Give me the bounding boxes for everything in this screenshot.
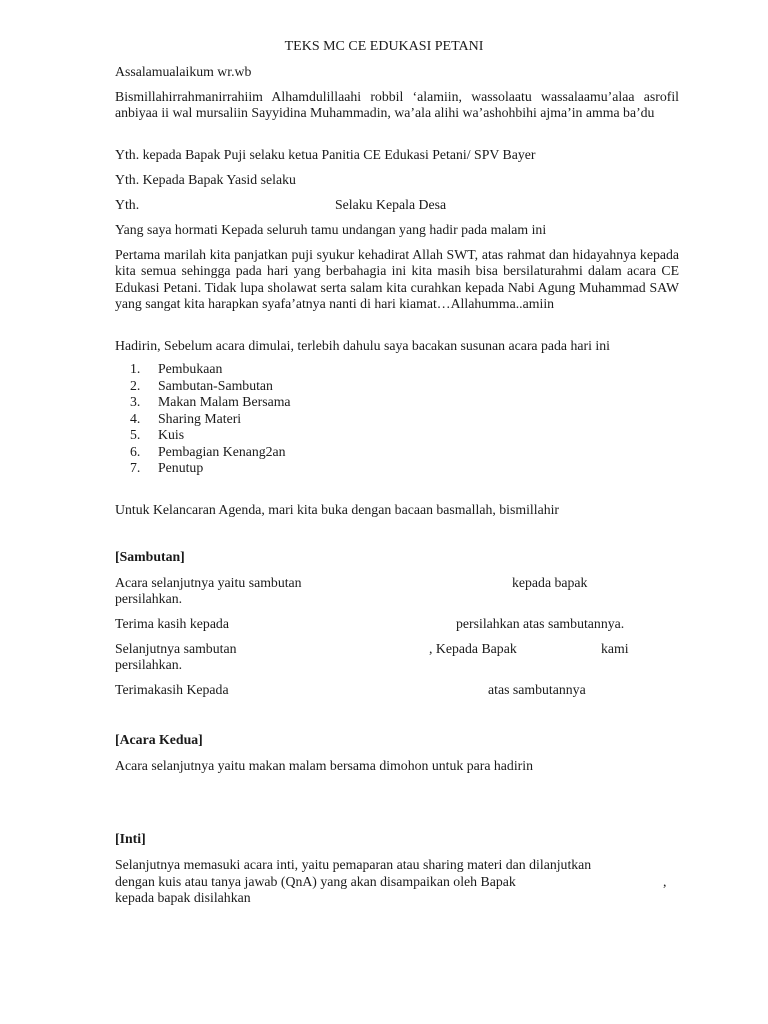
sambutan-line-3d: persilahkan. (115, 657, 183, 672)
document-title: TEKS MC CE EDUKASI PETANI (284, 39, 484, 54)
agenda-item-number: 4. (130, 410, 141, 426)
agenda-item (130, 361, 291, 378)
sambutan-line-3c: kami (601, 641, 629, 656)
agenda-item-text: Makan Malam Bersama (158, 394, 291, 409)
agenda-item (130, 427, 291, 444)
sambutan-line-3a: Selanjutnya sambutan (115, 641, 237, 656)
agenda-item-text: Pembagian Kenang2an (158, 443, 286, 459)
agenda-item-text: Pembukaan (158, 361, 223, 376)
agenda-item (130, 460, 291, 477)
inti-line-2-comma: , (663, 874, 667, 889)
sambutan-heading: [Sambutan] (115, 549, 185, 564)
inti-line-2: dengan kuis atau tanya jawab (QnA) yang akan disampaikan oleh Bapak (115, 874, 516, 889)
agenda-item-number: 7. (130, 460, 141, 475)
sambutan-line-4a: Terimakasih Kepada (115, 682, 229, 697)
agenda-item-number: 5. (130, 427, 141, 442)
agenda-list (130, 361, 291, 477)
greeting: Assalamualaikum wr.wb (115, 64, 252, 79)
sambutan-line-4b: atas sambutannya (488, 682, 586, 697)
inti-line-3: kepada bapak disilahkan (115, 890, 251, 905)
respect-paragraph: Yang saya hormati Kepada seluruh tamu undangan yang hadir pada malam ini (115, 222, 547, 237)
agenda-item-number: 1. (130, 361, 141, 376)
sambutan-line-1a: Acara selanjutnya yaitu sambutan (115, 575, 302, 590)
sambutan-line-1b: kepada bapak (512, 575, 588, 590)
agenda-intro: Hadirin, Sebelum acara dimulai, terlebih dahulu saya bacakan susunan acara pada hari ini (115, 338, 610, 353)
agenda-item (130, 378, 291, 395)
inti-line-1: Selanjutnya memasuki acara inti, yaitu pemaparan atau sharing materi dan dilanjutkan (115, 857, 592, 872)
basmallah-paragraph: Untuk Kelancaran Agenda, mari kita buka dengan bacaan basmallah, bismillahir (115, 502, 560, 517)
agenda-item (130, 411, 291, 428)
sambutan-line-2b: persilahkan atas sambutannya. (456, 616, 625, 631)
salutation-kepala-desa: Selaku Kepala Desa (335, 197, 447, 212)
acara-kedua-heading: [Acara Kedua] (115, 732, 203, 747)
agenda-item-text: Kuis (158, 427, 185, 442)
agenda-item-text: Sharing Materi (158, 410, 242, 426)
agenda-item-text: Penutup (158, 460, 204, 475)
agenda-item-number: 3. (130, 394, 141, 409)
praise-paragraph: Pertama marilah kita panjatkan puji syukur kehadirat Allah SWT, atas rahmat dan hidayahnya kepada kita semua sehingga pada hari yang berbahagia ini kita masih bisa bersilaturahmi dalam acara CE Edukasi Petani. Tidak lupa sholawat serta salam kita curahkan kepada Nabi Agung Muhammad SAW yang sangat kita harapkan syafa’atnya nanti di hari kiamat…Allahumma..amiin (115, 247, 679, 312)
opening-paragraph: Bismillahirrahmanirrahiim Alhamdulillaahi robbil ‘alamiin, wassolaatu wassalaamu’alaa asrofil anbiyaa ii wal mursaliin Sayyidina Muhammadin, wa’ala alihi wa’ashohbihi ajma’in amma ba’du (115, 89, 679, 121)
acara-kedua-text: Acara selanjutnya yaitu makan malam bersama dimohon untuk para hadirin (115, 758, 533, 773)
agenda-item-number: 2. (130, 377, 141, 393)
salutation-bapak-yasid: Yth. Kepada Bapak Yasid selaku (115, 172, 296, 187)
sambutan-line-3b: , Kepada Bapak (429, 641, 517, 656)
agenda-item-text: Sambutan-Sambutan (158, 377, 273, 393)
sambutan-line-1c: persilahkan. (115, 591, 183, 606)
agenda-item (130, 444, 291, 461)
agenda-item (130, 394, 291, 411)
salutation-ketua-panitia: Yth. kepada Bapak Puji selaku ketua Panitia CE Edukasi Petani/ SPV Bayer (115, 147, 536, 162)
sambutan-line-2a: Terima kasih kepada (115, 616, 229, 631)
inti-heading: [Inti] (115, 831, 146, 846)
salutation-yth: Yth. (115, 197, 140, 212)
agenda-item-number: 6. (130, 443, 141, 459)
